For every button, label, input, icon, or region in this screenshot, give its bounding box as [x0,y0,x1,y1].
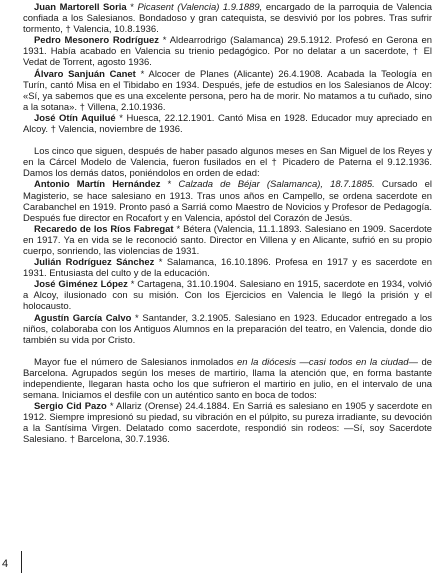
birth-symbol: * [140,68,145,80]
entry-text: Profesa en 1917 y es sacerdote en 1931. Entusiasta del culto y de la educación. [23,257,432,280]
entry-birth: Picasent (Valencia) 1.9.1889, [137,2,263,13]
birth-symbol: * [130,279,135,291]
closing-text-a: Mayor fue el número de Salesianos inmolados [34,356,237,368]
entry-text: encargado de la parroquia de Valencia confiada a los Salesianos. Bondadoso y gran catequista, se desvivió por los pobres. Tras sufrir tormento, † Valencia, 10.8.1936. [23,2,433,36]
entry-rodriguez [23,257,432,279]
birth-symbol: * [135,312,139,324]
entry-martorell [23,2,432,35]
entry-text: En Sarriá es salesiano en 1905 y sacerdote en 1912. Siempre impresionó su piedad, su vibración en el púlpito, su pureza irradiante, su devoción a la Santísima Virgen. Delatado como sacerdote, respondió sin rodeos: —Sí, soy Sacerdote Salesiano. † Barcelona, 30.7.1936. [23,401,433,446]
birth-symbol: * [176,223,181,235]
document-body [23,2,432,446]
entry-name: Pedro Mesonero Rodríguez [34,35,159,47]
paragraph-gap [23,135,432,146]
entry-cid [23,401,432,445]
entry-text: Cantó Misa en 1928. Educador muy apreciado en Alcoy. † Valencia, noviembre de 1936. [23,112,433,136]
birth-symbol: * [162,35,167,47]
birth-symbol: * [109,401,114,413]
closing-text-italic: en la diócesis —casi todos en la ciudad— [237,356,418,368]
entry-name: Sergio Cid Pazo [34,401,107,413]
entry-garcia [23,313,432,346]
entry-name: Álvaro Sanjuán Canet [34,68,136,80]
entry-gimenez [23,279,432,312]
entry-birth: Huesca, 22.12.1901. [126,112,215,124]
entry-sanjuan [23,69,432,113]
birth-symbol: * [119,112,123,124]
paragraph-gap [23,346,432,357]
page-number: 4 [2,558,9,570]
birth-symbol: * [130,2,134,13]
entry-martin [23,179,432,223]
entry-name: Juan Martorell Soria [34,2,127,13]
entry-text: Salesiano en 1923. Educador entregado a los niños, colaboraba con los Antiguos Alumnos en la preparación del teatro, en Valencia, donde dio también su vida por Cristo. [23,312,432,346]
entry-text: Profesó en Gerona en 1931. Había acabado en Valencia su trienio pedagógico. Por no delatar a un sacerdote, † El Vedat de Torrent, agosto 1936. [23,35,433,69]
entry-text: Cursado el Magisterio, se hace salesiano en 1913. Tras unos años en Campello, se ordena sacerdote en Carabanchel en 1919. Pronto pasó a Sarriá como Maestro de Novicios y Profesor de Pedagogía. Después fue director en Rocafort y en Valencia, apóstol del Corazón de Jesús. [23,179,433,224]
entry-name: Agustín García Calvo [34,312,132,324]
entry-birth: Santander, 3.2.1905. [142,312,231,324]
entry-rios [23,224,432,257]
birth-symbol: * [167,179,172,191]
entry-text: Salesiano en 1915, sacerdote en 1934, volvió a Alcoy, ilusionado con su misión. Con los Ejercicios en Valencia le llegó la prisión y el holocausto. [23,279,433,313]
intro-paragraph: Los cinco que siguen, después de haber pasado algunos meses en San Miguel de los Reyes y en la Cárcel Modelo de Valencia, fueron fusilados en el † Picadero de Paterna el 9.12.1936. Damos los demás datos, poniéndolos en orden de edad: [23,146,432,180]
entry-birth: Aldearrodrigo (Salamanca) 29.5.1912. [169,35,332,47]
entry-text: Acabada la Teología en Turín, cantó Misa en el Tibidabo en 1934. Después, jefe de estudios en los Salesianos de Alcoy: «Sí, ya sabemos que es una excelente persona, pero ha de morir. No matamos a tu cuñado, sino a la sotana». † Villena, 2.10.1936. [23,68,433,113]
entry-birth: Salamanca, 16.10.1896. [166,257,271,269]
entry-name: José Giménez López [34,279,128,291]
entry-birth: Calzada de Béjar (Salamanca), 18.7.1885. [178,179,375,191]
closing-text-b: de Barcelona. Agrupados según los meses de martirio, llama la atención que, en forma bastante independiente, llegaran hasta ocho los que sufrieron el martirio en julio, en el intervalo de una semana. Iniciamos el desfile con un auténtico santo en boca de todos: [23,356,432,402]
entry-name: Julián Rodríguez Sánchez [34,257,155,269]
entry-name: José Otín Aquilué [34,112,116,124]
entry-text: Salesiano en 1909. Sacerdote en 1917. Ya en vida se le reconoció santo. Director en Villena y en Alicante, sufrió en su propio cuerpo, sonriendo, las violencias de 1931. [23,223,433,257]
entry-birth: Cartagena, 31.10.1904. [137,279,237,291]
entry-birth: Alcocer de Planes (Alicante) 26.4.1908. [148,68,323,80]
entry-mesonero [23,35,432,68]
birth-symbol: * [158,257,163,269]
entry-name: Recaredo de los Ríos Fabregat [34,223,174,235]
closing-paragraph [23,357,432,401]
entry-otin [23,113,432,135]
entry-birth: Allariz (Orense) 24.4.1884. [116,401,230,413]
entry-birth: Bétera (Valencia, 11.1.1893. [183,223,302,235]
entry-name: Antonio Martín Hernández [34,179,161,191]
